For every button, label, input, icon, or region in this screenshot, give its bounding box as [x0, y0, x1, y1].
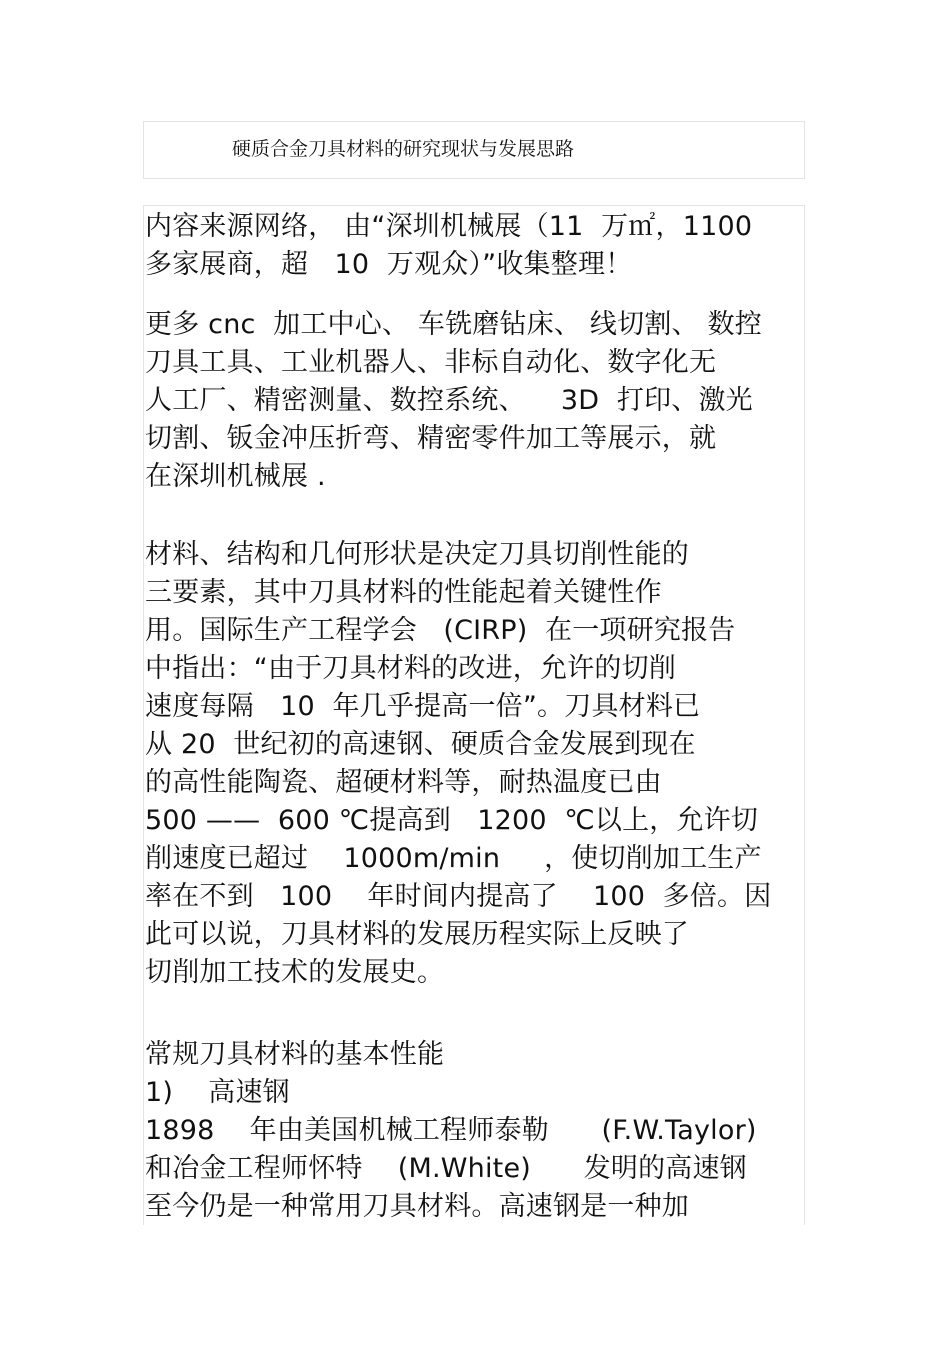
content-area — [143, 205, 805, 1225]
body-line-4: 中指出：“由于刀具材料的改进，允许的切削 — [145, 653, 676, 684]
document-title: 硬质合金刀具材料的研究现状与发展思路 — [232, 138, 575, 160]
body-line-5: 速度每隔 10 年几乎提高一倍”。刀具材料已 — [145, 691, 701, 722]
body-line-12: 切削加工技术的发展史。 — [145, 957, 445, 988]
section-line-1: 1898 年由美国机械工程师泰勒 (F.W.Taylor) — [145, 1115, 757, 1146]
promo-line-3: 人工厂、精密测量、数控系统、 3D 打印、激光 — [145, 385, 753, 416]
body-line-8: 500 —— 600 ℃提高到 1200 ℃以上，允许切 — [145, 805, 759, 836]
section-line-3: 至今仍是一种常用刀具材料。高速钢是一种加 — [145, 1191, 689, 1222]
body-line-7: 的高性能陶瓷、超硬材料等，耐热温度已由 — [145, 767, 662, 798]
body-line-11: 此可以说，刀具材料的发展历程实际上反映了 — [145, 919, 689, 950]
title-box — [143, 121, 805, 179]
promo-line-2: 刀具工具、工业机器人、非标自动化、数字化无 — [145, 347, 717, 378]
body-line-2: 三要素，其中刀具材料的性能起着关键性作 — [145, 577, 662, 608]
intro-line-2: 多家展商，超 10 万观众）”收集整理！ — [145, 249, 633, 280]
body-line-1: 材料、结构和几何形状是决定刀具切削性能的 — [145, 539, 689, 570]
body-line-10: 率在不到 100 年时间内提高了 100 多倍。因 — [145, 881, 772, 912]
section-heading: 常规刀具材料的基本性能 — [145, 1039, 445, 1070]
body-line-6: 从 20 世纪初的高速钢、硬质合金发展到现在 — [145, 729, 696, 760]
section-line-2: 和冶金工程师怀特 (M.White) 发明的高速钢 — [145, 1153, 747, 1184]
promo-line-5: 在深圳机械展 . — [145, 461, 326, 492]
body-line-3: 用。国际生产工程学会 (CIRP) 在一项研究报告 — [145, 615, 736, 646]
promo-line-4: 切割、钣金冲压折弯、精密零件加工等展示，就 — [145, 423, 717, 454]
subheading: 1) 高速钢 — [145, 1077, 290, 1108]
body-line-9: 削速度已超过 1000m/min ，使切削加工生产 — [145, 843, 762, 874]
intro-line-1: 内容来源网络， 由“深圳机械展（11 万㎡，1100 — [145, 211, 753, 242]
promo-line-1: 更多 cnc 加工中心、 车铣磨钻床、 线切割、 数控 — [145, 309, 762, 340]
